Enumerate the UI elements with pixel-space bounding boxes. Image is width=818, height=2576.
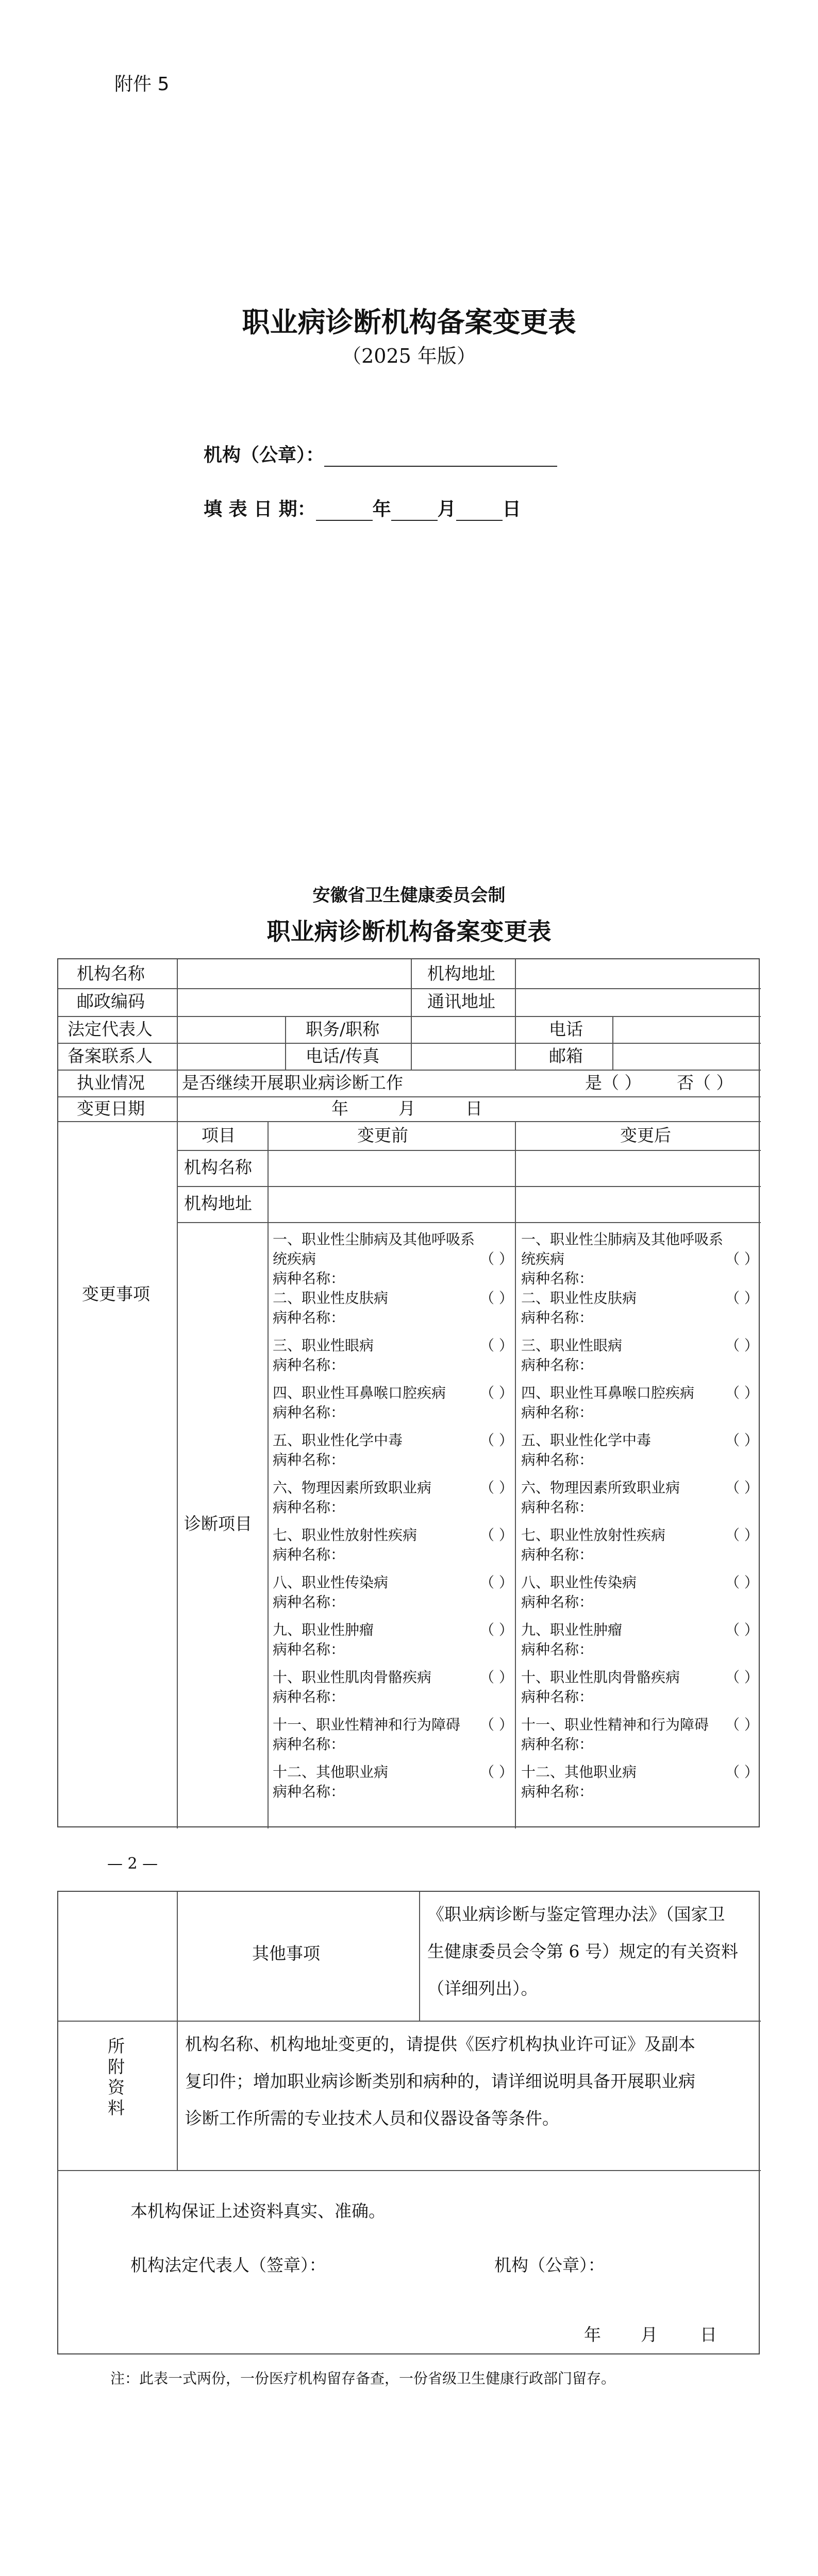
yes-option[interactable]: 是（ ） <box>585 1073 642 1093</box>
disease-name-9: 病种名称： <box>273 1641 345 1658</box>
disease-name-3: 病种名称： <box>273 1357 345 1374</box>
phone-fax-label: 电话/传真 <box>306 1046 380 1066</box>
legal-rep-label: 法定代表人 <box>68 1019 153 1039</box>
change-date-day: 日 <box>465 1098 482 1118</box>
footnote: 注：此表一式两份，一份医疗机构留存备查，一份省级卫生健康行政部门留存。 <box>110 2370 616 2387</box>
check-7[interactable]: （ ） <box>480 1527 513 1544</box>
category-1-line2: 统疾病 <box>273 1250 316 1267</box>
change-items-label: 变更事项 <box>82 1284 150 1304</box>
filing-change-table <box>57 958 760 1827</box>
check-8[interactable]: （ ） <box>480 1574 513 1591</box>
form-title: 职业病诊断机构备案变更表 <box>266 918 552 945</box>
other-items-text-3: （详细列出）。 <box>427 1978 538 1998</box>
comm-address-label: 通讯地址 <box>427 991 495 1011</box>
after-disease-name-11: 病种名称： <box>521 1736 594 1753</box>
after-disease-name-2: 病种名称： <box>521 1309 594 1326</box>
change-org-address-label: 机构地址 <box>184 1193 252 1213</box>
col-before-header: 变更前 <box>357 1125 408 1145</box>
after-check-1[interactable]: （ ） <box>725 1250 759 1267</box>
check-3[interactable]: （ ） <box>480 1337 513 1354</box>
fill-month-char: 月 <box>437 499 456 520</box>
after-disease-name-4: 病种名称： <box>521 1404 594 1421</box>
other-items-text-2: 生健康委员会令第 6 号）规定的有关资料 <box>427 1941 738 1961</box>
check-9[interactable]: （ ） <box>480 1621 513 1638</box>
position-title-label: 职务/职称 <box>306 1019 380 1039</box>
after-category-1-line2: 统疾病 <box>521 1250 565 1267</box>
fill-day-blank[interactable] <box>456 501 503 521</box>
category-7: 七、职业性放射性疾病 <box>273 1527 418 1544</box>
page-number-2: — 2 — <box>107 1855 158 1873</box>
category-4: 四、职业性耳鼻喉口腔疾病 <box>273 1384 446 1401</box>
check-1[interactable]: （ ） <box>480 1250 513 1267</box>
category-2: 二、职业性皮肤病 <box>273 1290 389 1307</box>
col-item-header: 项目 <box>202 1125 236 1145</box>
org-seal-blank[interactable] <box>324 447 557 467</box>
after-category-3: 三、职业性眼病 <box>521 1337 623 1354</box>
check-11[interactable]: （ ） <box>480 1716 513 1733</box>
check-5[interactable]: （ ） <box>480 1432 513 1449</box>
fill-year-blank[interactable] <box>316 501 373 521</box>
page-title: 职业病诊断机构备案变更表 <box>242 306 576 338</box>
after-disease-name-12: 病种名称： <box>521 1783 594 1800</box>
fill-month-blank[interactable] <box>391 501 438 521</box>
other-items-label: 其他事项 <box>252 1943 320 1963</box>
after-check-5[interactable]: （ ） <box>725 1432 759 1449</box>
after-check-2[interactable]: （ ） <box>725 1290 759 1307</box>
disease-name-5: 病种名称： <box>273 1451 345 1468</box>
after-disease-name-6: 病种名称： <box>521 1499 594 1516</box>
attachments-text-1: 机构名称、机构地址变更的，请提供《医疗机构执业许可证》及副本 <box>185 2034 695 2054</box>
filing-contact-label: 备案联系人 <box>68 1046 153 1066</box>
disease-name-10: 病种名称： <box>273 1688 345 1705</box>
attachments-text-3: 诊断工作所需的专业技术人员和仪器设备等条件。 <box>185 2108 559 2128</box>
continue-question: 是否继续开展职业病诊断工作 <box>182 1073 403 1093</box>
after-check-3[interactable]: （ ） <box>725 1337 759 1354</box>
after-category-11: 十一、职业性精神和行为障碍 <box>521 1716 709 1733</box>
check-6[interactable]: （ ） <box>480 1479 513 1496</box>
after-disease-name-1: 病种名称： <box>521 1270 594 1287</box>
legal-rep-sign-label: 机构法定代表人（签章）： <box>130 2255 326 2275</box>
disease-name-6: 病种名称： <box>273 1499 345 1516</box>
after-category-1-line1: 一、职业性尘肺病及其他呼吸系 <box>521 1231 724 1248</box>
attachment-label: 附件 5 <box>114 74 170 95</box>
after-category-12: 十二、其他职业病 <box>521 1764 637 1781</box>
change-org-name-label: 机构名称 <box>184 1157 252 1177</box>
after-category-8: 八、职业性传染病 <box>521 1574 637 1591</box>
other-items-table <box>57 1891 760 2354</box>
org-seal-sign-label: 机构（公章）： <box>494 2255 605 2275</box>
category-5: 五、职业性化学中毒 <box>273 1432 403 1449</box>
disease-name-7: 病种名称： <box>273 1546 345 1563</box>
org-seal-line <box>204 440 557 467</box>
after-category-9: 九、职业性肿瘤 <box>521 1621 623 1638</box>
after-check-6[interactable]: （ ） <box>725 1479 759 1496</box>
org-name-label: 机构名称 <box>77 963 145 984</box>
change-date-month: 月 <box>398 1098 415 1118</box>
after-category-6: 六、物理因素所致职业病 <box>521 1479 680 1496</box>
sign-date-day: 日 <box>700 2325 717 2345</box>
check-2[interactable]: （ ） <box>480 1290 513 1307</box>
category-10: 十、职业性肌肉骨骼疾病 <box>273 1669 432 1686</box>
diag-items-label: 诊断项目 <box>184 1514 252 1534</box>
category-8: 八、职业性传染病 <box>273 1574 389 1591</box>
change-date-year: 年 <box>331 1098 348 1118</box>
fill-day-char: 日 <box>502 499 521 520</box>
no-option[interactable]: 否（ ） <box>677 1073 733 1093</box>
disease-name-11: 病种名称： <box>273 1736 345 1753</box>
practice-status-label: 执业情况 <box>77 1073 145 1093</box>
after-category-10: 十、职业性肌肉骨骼疾病 <box>521 1669 680 1686</box>
after-disease-name-7: 病种名称： <box>521 1546 594 1563</box>
category-3: 三、职业性眼病 <box>273 1337 374 1354</box>
after-check-10[interactable]: （ ） <box>725 1669 759 1686</box>
other-items-text-1: 《职业病诊断与鉴定管理办法》（国家卫 <box>427 1904 725 1924</box>
after-check-4[interactable]: （ ） <box>725 1384 759 1401</box>
form-issuer: 安徽省卫生健康委员会制 <box>312 885 506 906</box>
after-disease-name-5: 病种名称： <box>521 1451 594 1468</box>
category-11: 十一、职业性精神和行为障碍 <box>273 1716 461 1733</box>
sign-date-year: 年 <box>584 2325 601 2345</box>
category-6: 六、物理因素所致职业病 <box>273 1479 432 1496</box>
after-disease-name-9: 病种名称： <box>521 1641 594 1658</box>
edition-label: （2025 年版） <box>342 345 476 367</box>
check-4[interactable]: （ ） <box>480 1384 513 1401</box>
after-category-2: 二、职业性皮肤病 <box>521 1290 637 1307</box>
sign-date-month: 月 <box>641 2325 658 2345</box>
after-category-5: 五、职业性化学中毒 <box>521 1432 652 1449</box>
after-disease-name-3: 病种名称： <box>521 1357 594 1374</box>
after-check-11[interactable]: （ ） <box>725 1716 759 1733</box>
change-date-label: 变更日期 <box>77 1098 145 1118</box>
disease-name-2: 病种名称： <box>273 1309 345 1326</box>
category-1-line1: 一、职业性尘肺病及其他呼吸系 <box>273 1231 475 1248</box>
attachments-text-2: 复印件；增加职业病诊断类别和病种的，请详细说明具备开展职业病 <box>185 2071 695 2091</box>
col-after-header: 变更后 <box>620 1125 671 1145</box>
disease-name-1: 病种名称： <box>273 1270 345 1287</box>
check-12[interactable]: （ ） <box>480 1764 513 1781</box>
fill-date-line <box>204 495 521 521</box>
check-10[interactable]: （ ） <box>480 1669 513 1686</box>
disease-name-4: 病种名称： <box>273 1404 345 1421</box>
after-check-12[interactable]: （ ） <box>725 1764 759 1781</box>
postal-code-label: 邮政编码 <box>77 991 145 1011</box>
after-category-4: 四、职业性耳鼻喉口腔疾病 <box>521 1384 695 1401</box>
after-check-7[interactable]: （ ） <box>725 1527 759 1544</box>
category-9: 九、职业性肿瘤 <box>273 1621 374 1638</box>
email-label: 邮箱 <box>549 1046 583 1066</box>
after-check-8[interactable]: （ ） <box>725 1574 759 1591</box>
after-disease-name-8: 病种名称： <box>521 1594 594 1611</box>
attachments-label: 所附资料 <box>108 2036 125 2118</box>
org-address-label: 机构地址 <box>427 963 495 984</box>
phone-label: 电话 <box>549 1019 583 1039</box>
org-seal-label: 机构（公章）： <box>204 445 325 466</box>
after-check-9[interactable]: （ ） <box>725 1621 759 1638</box>
disease-name-12: 病种名称： <box>273 1783 345 1800</box>
fill-date-label: 填 表 日 期： <box>204 499 316 520</box>
disease-name-8: 病种名称： <box>273 1594 345 1611</box>
after-disease-name-10: 病种名称： <box>521 1688 594 1705</box>
after-category-7: 七、职业性放射性疾病 <box>521 1527 666 1544</box>
guarantee-text: 本机构保证上述资料真实、准确。 <box>130 2201 386 2221</box>
category-12: 十二、其他职业病 <box>273 1764 389 1781</box>
fill-year-char: 年 <box>372 499 391 520</box>
